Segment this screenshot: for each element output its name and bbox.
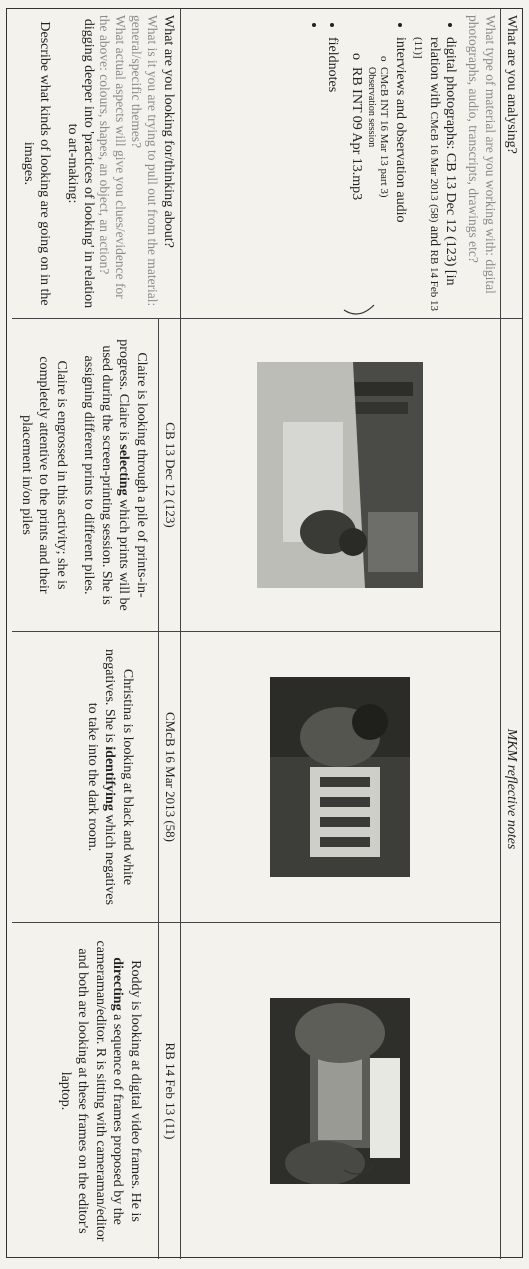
desc2-pre: Christina is looking at black and white negatives. She is — [102, 649, 135, 886]
list-item — [366, 67, 390, 312]
materials-list — [306, 15, 458, 312]
photos-text: digital photographs: CB 13 Dec 12 (123) [in relation with — [427, 37, 459, 286]
list-item — [410, 37, 458, 312]
interviews-text: interviews and observation audio — [393, 37, 409, 223]
photo-cell-2 — [180, 632, 500, 923]
photos-and: and — [427, 225, 443, 247]
photo-cell-3 — [180, 923, 500, 1259]
caption-2: CMcB 16 Mar 2013 (58) — [158, 632, 180, 923]
materials-cell — [180, 9, 500, 319]
checkmark-icon — [339, 1160, 379, 1200]
photo-cell-1 — [180, 319, 500, 632]
desc1-bold: selecting — [116, 444, 132, 496]
list-item — [348, 67, 364, 312]
desc1-second: Claire is engrossed in this activity; she is completely attentive to the prints and their placement in/on piles — [19, 356, 69, 594]
sub1-text: CMcB INT 16 Mar 13 part 3) — [378, 67, 391, 198]
list-item — [348, 37, 408, 312]
list-item — [306, 37, 322, 312]
looking-q1: What is it you are trying to pull out from the material: general/specific themes? — [129, 15, 160, 307]
description-1 — [12, 319, 158, 631]
fieldnotes-text: fieldnotes — [325, 37, 341, 93]
caption-1: CB 13 Dec 12 (123) — [158, 319, 180, 632]
analysing-header — [500, 9, 522, 319]
desc3-post: a sequence of frames proposed by the cameraman/editor. R is sitting with cameraman/editor and both are looking at these frames on the editor's laptop. — [58, 940, 126, 1242]
photos-ref-1: CMcB 16 Mar 2013 — [428, 111, 441, 201]
caption-3: RB 14 Feb 13 (11) — [158, 923, 180, 1259]
photos-ref-2: (58) — [428, 204, 441, 223]
description-2 — [72, 632, 159, 922]
analysing-label: What are you analysing? — [504, 15, 519, 154]
checkmark-icon — [339, 300, 379, 340]
looking-digging: digging deeper into 'practices of looking' in relation to art-making: — [65, 18, 96, 309]
looking-for-cell — [12, 9, 180, 319]
desc-cell-1 — [12, 319, 180, 632]
notes-title: MKM reflective notes — [500, 319, 522, 1259]
photo-claire — [258, 362, 424, 588]
sub2-text: RB INT 09 Apr 13.mp3 — [349, 67, 365, 201]
desc3-bold: directing — [110, 957, 126, 1011]
photo-christina — [271, 677, 411, 877]
description-3 — [45, 923, 159, 1259]
looking-describe: Describe what kinds of looking are going on in the images. — [21, 21, 52, 306]
looking-heading: What are you looking for/thinking about? — [161, 15, 176, 248]
list-item — [324, 37, 340, 312]
desc-cell-2 — [12, 632, 180, 923]
photo-image — [271, 998, 411, 1184]
photo-image — [258, 362, 424, 588]
desc-cell-3 — [12, 923, 180, 1259]
photo-roddy — [271, 998, 411, 1184]
desc2-post: which negatives to take into the dark room. — [85, 702, 118, 905]
desc1-pre: Claire is looking through a pile of prints-in-progress. Claire is — [116, 339, 149, 598]
photos-ref-3: RB 14 Feb 13 (11)] — [412, 37, 441, 312]
desc3-pre: Roddy is looking at digital video frames. He is — [128, 960, 143, 1222]
materials-question: What type of material are you working with: digital photographs, audio, transcripts, drawings etc? — [466, 15, 498, 294]
looking-q2: What actual aspects will give you clues/evidence for the above: colours, shapes, an object, an action? — [97, 15, 128, 299]
interviews-sublist — [348, 37, 390, 312]
sub1-note: Observation session — [366, 67, 378, 148]
analysis-table — [6, 8, 523, 1258]
desc2-bold: identifying — [102, 746, 118, 811]
desc1-post: which prints will be used during the screen-printing session. She is assigning different prints to different piles. — [81, 345, 132, 611]
photo-image — [271, 677, 411, 877]
